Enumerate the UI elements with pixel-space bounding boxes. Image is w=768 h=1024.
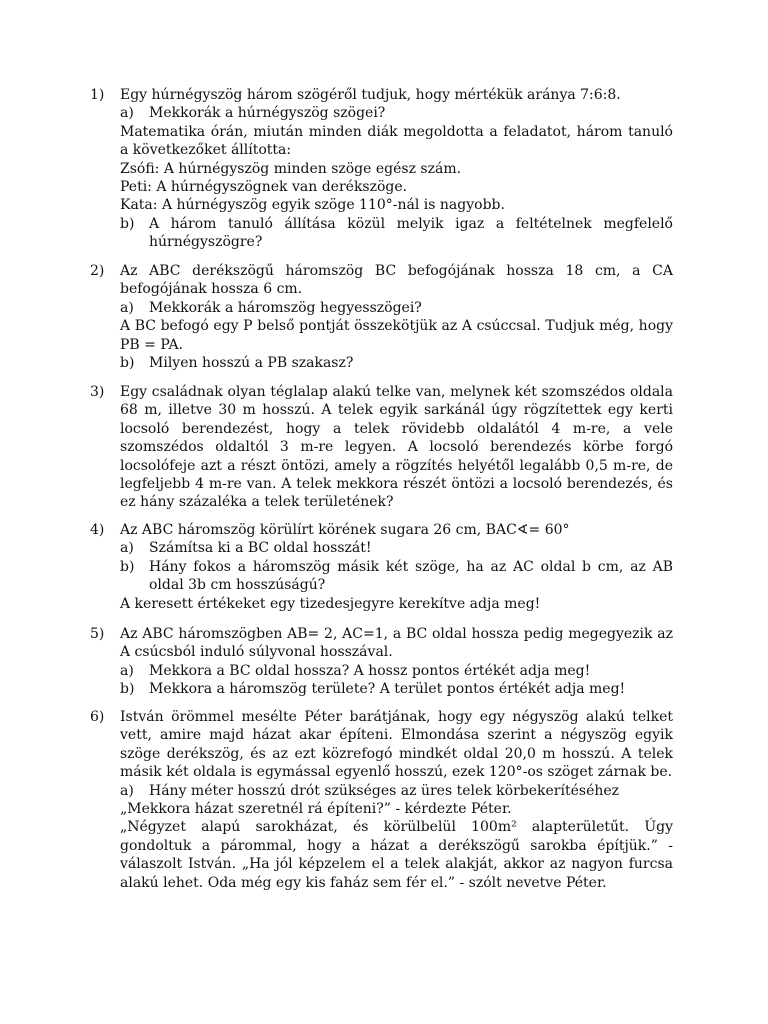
sub-label: b)	[120, 558, 135, 575]
sub-question-a	[120, 104, 673, 122]
problem-3	[90, 383, 673, 512]
problem-note: A keresett értékeket egy tizedesjegyre kerekítve adja meg!	[120, 595, 541, 612]
sub-question-text: Számítsa ki a BC oldal hosszát!	[149, 540, 372, 557]
problem-intro: Az ABC háromszög körülírt körének sugara 26 cm, BAC∢= 60°	[120, 522, 570, 538]
sub-label: a)	[120, 299, 134, 316]
sub-question-text: Mekkora a háromszög területe? A terület pontos értékét adja meg!	[149, 681, 626, 698]
sub-question-a	[120, 662, 673, 680]
problem-1	[90, 86, 673, 252]
sub-question-b	[120, 215, 673, 252]
statement: Peti: A húrnégyszögnek van derékszöge.	[120, 179, 408, 196]
dialogue-question: „Mekkora házat szeretnél rá építeni?” - kérdezte Péter.	[120, 801, 512, 818]
sub-label: a)	[120, 782, 134, 799]
problem-context: A BC befogó egy P belső pontját összekötjük az A csúccsal. Tudjuk még, hogy PB = PA.	[120, 318, 673, 353]
sub-label: b)	[120, 355, 135, 372]
problem-intro: Az ABC háromszögben AB= 2, AC=1, a BC oldal hossza pedig megegyezik az A csúcsból induló súlyvonal hosszával.	[120, 626, 673, 661]
sub-question-text: A három tanuló állítása közül melyik igaz a feltételnek megfelelő húrnégyszögre?	[149, 215, 673, 251]
sub-label: a)	[120, 662, 134, 679]
sub-question-text: Milyen hosszú a PB szakasz?	[149, 355, 354, 372]
statement: Zsófi: A húrnégyszög minden szöge egész szám.	[120, 160, 462, 177]
sub-question-a	[120, 299, 673, 317]
sub-question-text: Mekkorák a háromszög hegyesszögei?	[149, 299, 422, 316]
statement: Kata: A húrnégyszög egyik szöge 110°-nál is nagyobb.	[120, 197, 505, 214]
problem-number: 3)	[90, 384, 105, 400]
sub-question-a	[120, 539, 673, 557]
problem-intro: Egy húrnégyszög három szögéről tudjuk, hogy mértékük aránya 7:6:8.	[120, 87, 621, 103]
problem-text: Egy családnak olyan téglalap alakú telke van, melynek két szomszédos oldala 68 m, illetve 30 m hosszú. A telek egyik sarkánál úgy rögzítettek egy kerti locsoló berendezést, hogy a telek rövidebb oldalától 4 m-re, a vele szomszédos oldaltól 3 m-re legyen. A locsoló berendezés körbe forgó locsolófeje azt a részt öntözi, amely a rögzítés helyétől legalább 0,5 m-re, de legfeljebb 4 m-re van. A telek mekkora részét öntözi a locsoló berendezés, és ez hány százaléka a telek területének?	[120, 384, 673, 511]
sub-question-b	[120, 680, 673, 698]
sub-question-b	[120, 558, 673, 595]
sub-question-text: Mekkora a BC oldal hossza? A hossz pontos értékét adja meg!	[149, 662, 591, 679]
problem-intro: Az ABC derékszögű háromszög BC befogójának hossza 18 cm, a CA befogójának hossza 6 cm.	[120, 263, 673, 298]
sub-label: a)	[120, 540, 134, 557]
problem-context: Matematika órán, miután minden diák megoldotta a feladatot, három tanuló a következőket állította:	[120, 123, 673, 159]
sub-question-text: Hány méter hosszú drót szükséges az üres telek körbekerítéséhez	[149, 782, 620, 799]
problem-number: 5)	[90, 626, 105, 642]
problem-4	[90, 521, 673, 613]
sub-question-a	[120, 782, 673, 800]
sub-label: b)	[120, 215, 135, 232]
sub-question-text: Hány fokos a háromszög másik két szöge, ha az AC oldal b cm, az AB oldal 3b cm hosszúságú?	[149, 558, 673, 594]
sub-question-b	[120, 354, 673, 372]
problem-number: 6)	[90, 709, 105, 725]
sub-question-text: Mekkorák a húrnégyszög szögei?	[149, 105, 386, 122]
sub-label: b)	[120, 681, 135, 698]
problem-6	[90, 708, 673, 892]
problem-number: 4)	[90, 522, 105, 538]
problem-number: 2)	[90, 263, 105, 279]
problem-5	[90, 625, 673, 699]
problem-intro: István örömmel mesélte Péter barátjának, hogy egy négyszög alakú telket vett, amire majd házat akar építeni. Elmondása szerint a négyszög egyik szöge derékszög, és az ezt közrefogó mindkét oldal 20,0 m hosszú. A telek másik két oldala is egymással egyenlő hosszú, ezek 120°-os szöget zárnak be.	[120, 709, 673, 781]
problem-number: 1)	[90, 87, 105, 103]
problem-2	[90, 262, 673, 372]
dialogue-reply: „Négyzet alapú sarokházat, és körülbelül 100m² alapterületűt. Úgy gondoltuk a párommal, hogy a házat a derékszögű sarokba építjük.” - válaszolt István. „Ha jól képzelem el a telek alakját, akkor az nagyon furcsa alakú lehet. Oda még egy kis faház sem fér el.” - szólt nevetve Péter.	[120, 819, 673, 891]
sub-label: a)	[120, 105, 134, 122]
